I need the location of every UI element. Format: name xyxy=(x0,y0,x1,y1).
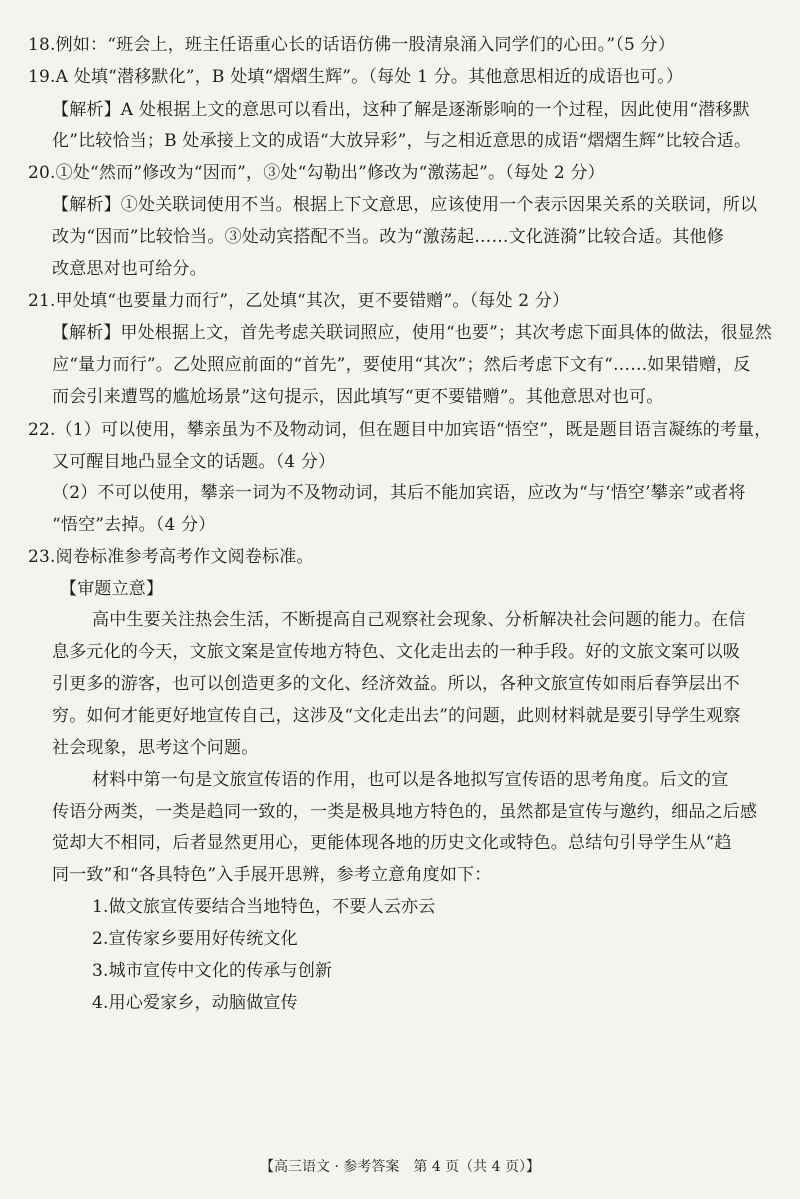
text-line: 材料中第一句是文旅宣传语的作用，也可以是各地拟写宣传语的思考角度。后文的宣 xyxy=(92,770,729,790)
text-line: 23.阅卷标准参考高考作文阅卷标准。 xyxy=(28,547,314,567)
text-line: 又可醒目地凸显全文的话题。（4 分） xyxy=(52,452,336,472)
text-line: 引更多的游客，也可以创造更多的文化、经济效益。所以，各种文旅宣传如雨后春笋层出不 xyxy=(52,674,740,694)
text-line: 【解析】甲处根据上文，首先考虑关联词照应，使用“也要”；其次考虑下面具体的做法，很显然 xyxy=(52,323,773,343)
text-line: 3.城市宣传中文化的传承与创新 xyxy=(92,961,333,981)
text-line: 高中生要关注热会生活，不断提高自己观察社会现象、分析解决社会问题的能力。在信 xyxy=(92,610,746,630)
text-line: 【解析】①处关联词使用不当。根据上下文意思，应该使用一个表示因果关系的关联词，所以 xyxy=(52,195,758,215)
text-line: 【解析】A 处根据上文的意思可以看出，这种了解是逐渐影响的一个过程，因此使用“潜移默 xyxy=(52,100,750,120)
text-line: 而会引来遭骂的尴尬场景”这句提示，因此填写“更不要错赠”。其他意思对也可。 xyxy=(52,387,664,407)
text-line: 社会现象，思考这个问题。 xyxy=(52,738,259,758)
text-line: 改意思对也可给分。 xyxy=(52,259,207,279)
text-line: 觉却大不相同，后者显然更用心，更能体现各地的历史文化或特色。总结句引导学生从“趋 xyxy=(52,833,732,853)
text-line: “悟空”去掉。（4 分） xyxy=(52,515,216,535)
text-line: 穷。如何才能更好地宣传自己，这涉及“文化走出去”的问题，此则材料就是要引导学生观察 xyxy=(52,706,741,726)
text-line: （2）不可以使用，攀亲一词为不及物动词，其后不能加宾语，应改为“与‘悟空’攀亲”或者将 xyxy=(52,483,746,503)
text-line: 1.做文旅宣传要结合当地特色，不要人云亦云 xyxy=(92,897,436,917)
text-line: 息多元化的今天，文旅文案是宣传地方特色、文化走出去的一种手段。好的文旅文案可以吸 xyxy=(52,642,740,662)
text-line: 2.宣传家乡要用好传统文化 xyxy=(92,929,298,949)
text-line: 改为“因而”比较恰当。③处动宾搭配不当。改为“激荡起……文化涟漪”比较合适。其他修 xyxy=(52,227,724,247)
text-line: 20.①处“然而”修改为“因而”，③处“勾勒出”修改为“激荡起”。（每处 2 分） xyxy=(28,163,605,183)
text-line: 18.例如：“班会上，班主任语重心长的话语仿佛一股清泉涌入同学们的心田。”（5 分） xyxy=(28,35,676,55)
text-line: 同一致”和“各具特色”入手展开思辨，参考立意角度如下： xyxy=(52,865,492,885)
text-line: 19.A 处填“潜移默化”，B 处填“熠熠生辉”。（每处 1 分。其他意思相近的成语也可。） xyxy=(28,67,684,87)
text-line: 应“量力而行”。乙处照应前面的“首先”，要使用“其次”；然后考虑下文有“……如果错赠，反 xyxy=(52,355,751,375)
text-line: 22.（1）可以使用，攀亲虽为不及物动词，但在题目中加宾语“悟空”，既是题目语言凝练的考量， xyxy=(28,420,772,440)
text-line: 化”比较恰当；B 处承接上文的成语“大放异彩”，与之相近意思的成语“熠熠生辉”比较合适。 xyxy=(52,131,752,151)
text-line: 传语分两类，一类是趋同一致的，一类是极具地方特色的，虽然都是宣传与邀约，细品之后感 xyxy=(52,802,758,822)
text-line: 21.甲处填“也要量力而行”，乙处填“其次，更不要错赠”。（每处 2 分） xyxy=(28,291,570,311)
page-footer: 【高三语文 · 参考答案 第 4 页（共 4 页）】 xyxy=(260,1159,540,1175)
text-line: 4.用心爱家乡，动脑做宣传 xyxy=(92,993,298,1013)
text-line: 【审题立意】 xyxy=(60,579,164,599)
